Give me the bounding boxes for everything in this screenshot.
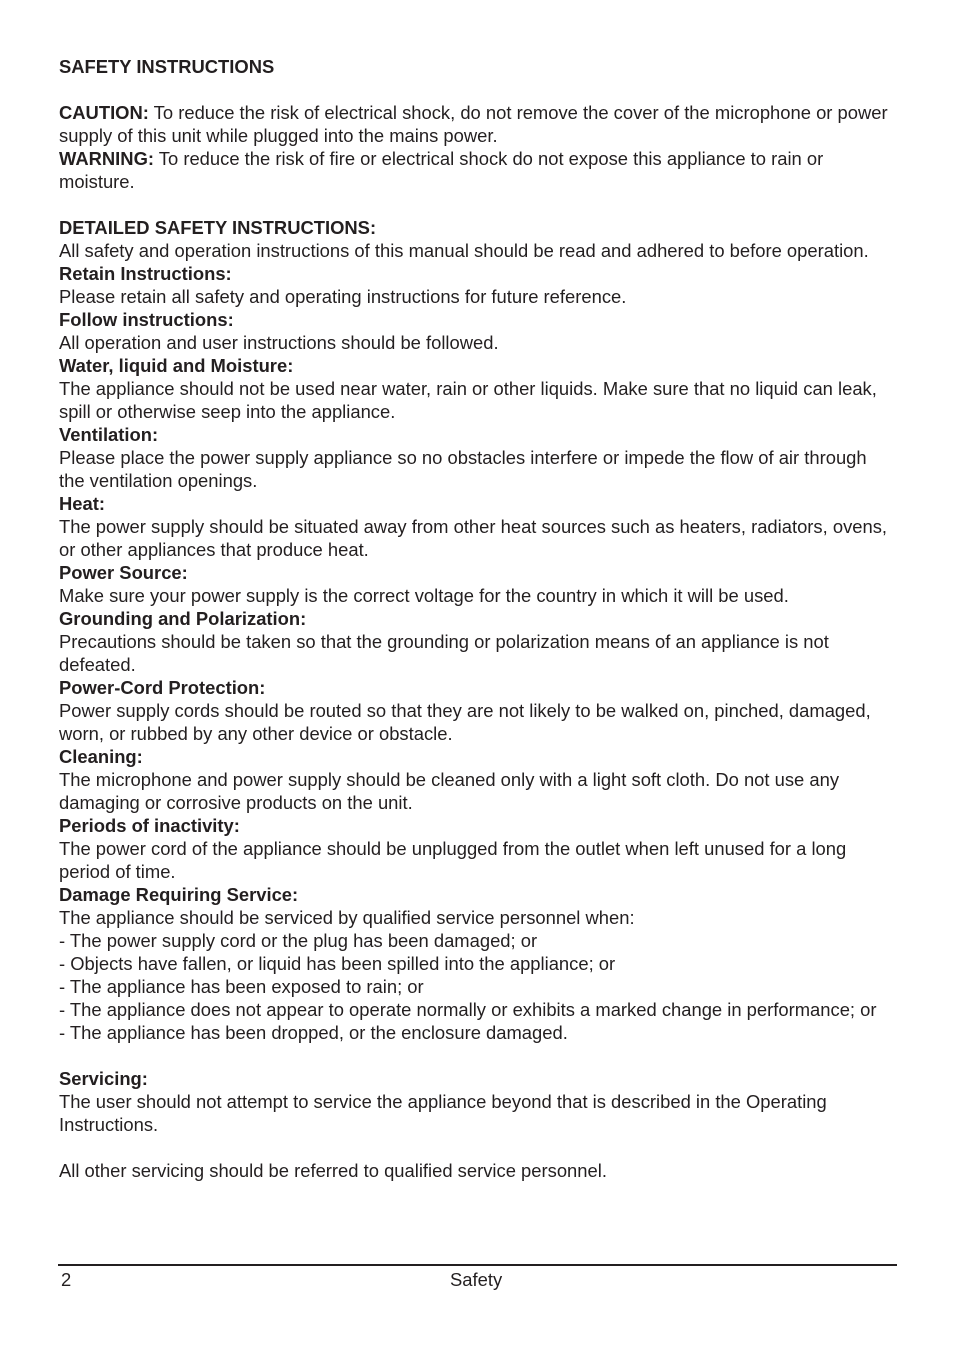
section-title: Periods of inactivity: <box>59 815 240 836</box>
section-text: Please retain all safety and operating instructions for future reference. <box>59 286 627 307</box>
detailed-heading: DETAILED SAFETY INSTRUCTIONS: <box>59 217 377 238</box>
section-text: The microphone and power supply should be cleaned only with a light soft cloth. Do not use any damaging or corrosive products on the unit. <box>59 769 840 813</box>
caution-label: CAUTION: <box>59 102 149 123</box>
section-text: Precautions should be taken so that the grounding or polarization means of an appliance is not defeated. <box>59 631 829 675</box>
page-number: 2 <box>61 1269 72 1290</box>
spacer <box>59 193 897 216</box>
servicing-text: The user should not attempt to service the appliance beyond that is described in the Operating Instructions. <box>59 1091 827 1135</box>
spacer <box>59 1136 897 1159</box>
section-title: Water, liquid and Moisture: <box>59 355 294 376</box>
spacer <box>59 1044 897 1067</box>
damage-title: Damage Requiring Service: <box>59 884 299 905</box>
section-text: Power supply cords should be routed so that they are not likely to be walked on, pinched, damaged, worn, or rubbed by any other device or obstacle. <box>59 700 871 744</box>
warning-label: WARNING: <box>59 148 155 169</box>
section-title: Heat: <box>59 493 105 514</box>
section-title: Retain Instructions: <box>59 263 232 284</box>
section-title: Grounding and Polarization: <box>59 608 307 629</box>
page-footer <box>59 1268 897 1291</box>
section-text: Make sure your power supply is the correct voltage for the country in which it will be used. <box>59 585 789 606</box>
section-title: Power-Cord Protection: <box>59 677 266 698</box>
section-title: Ventilation: <box>59 424 159 445</box>
servicing-title: Servicing: <box>59 1068 148 1089</box>
footer-divider <box>58 1264 897 1266</box>
list-item: - The appliance does not appear to operate normally or exhibits a marked change in performance; or <box>59 999 877 1020</box>
list-item: - The appliance has been exposed to rain; or <box>59 976 424 997</box>
spacer <box>59 78 897 101</box>
footer-title: Safety <box>450 1269 503 1290</box>
list-item: - The power supply cord or the plug has been damaged; or <box>59 930 538 951</box>
page-heading: SAFETY INSTRUCTIONS <box>59 56 275 77</box>
section-title: Cleaning: <box>59 746 143 767</box>
list-item: - The appliance has been dropped, or the enclosure damaged. <box>59 1022 568 1043</box>
detailed-intro: All safety and operation instructions of this manual should be read and adhered to before operation. <box>59 240 869 261</box>
caution-paragraph <box>59 101 897 147</box>
warning-text: To reduce the risk of fire or electrical shock do not expose this appliance to rain or moisture. <box>59 148 824 192</box>
section-title: Power Source: <box>59 562 188 583</box>
damage-intro: The appliance should be serviced by qualified service personnel when: <box>59 907 635 928</box>
section-text: The power cord of the appliance should be unplugged from the outlet when left unused for a long period of time. <box>59 838 847 882</box>
page-content <box>59 55 897 1182</box>
section-title: Follow instructions: <box>59 309 234 330</box>
warning-paragraph <box>59 147 897 193</box>
list-item: - Objects have fallen, or liquid has been spilled into the appliance; or <box>59 953 616 974</box>
section-text: The power supply should be situated away from other heat sources such as heaters, radiators, ovens, or other appliances that produce heat. <box>59 516 888 560</box>
section-text: All operation and user instructions should be followed. <box>59 332 499 353</box>
section-text: The appliance should not be used near water, rain or other liquids. Make sure that no liquid can leak, spill or otherwise seep into the appliance. <box>59 378 877 422</box>
caution-text: To reduce the risk of electrical shock, do not remove the cover of the microphone or power supply of this unit while plugged into the mains power. <box>59 102 888 146</box>
servicing-note: All other servicing should be referred to qualified service personnel. <box>59 1160 607 1181</box>
section-text: Please place the power supply appliance so no obstacles interfere or impede the flow of air through the ventilation openings. <box>59 447 867 491</box>
